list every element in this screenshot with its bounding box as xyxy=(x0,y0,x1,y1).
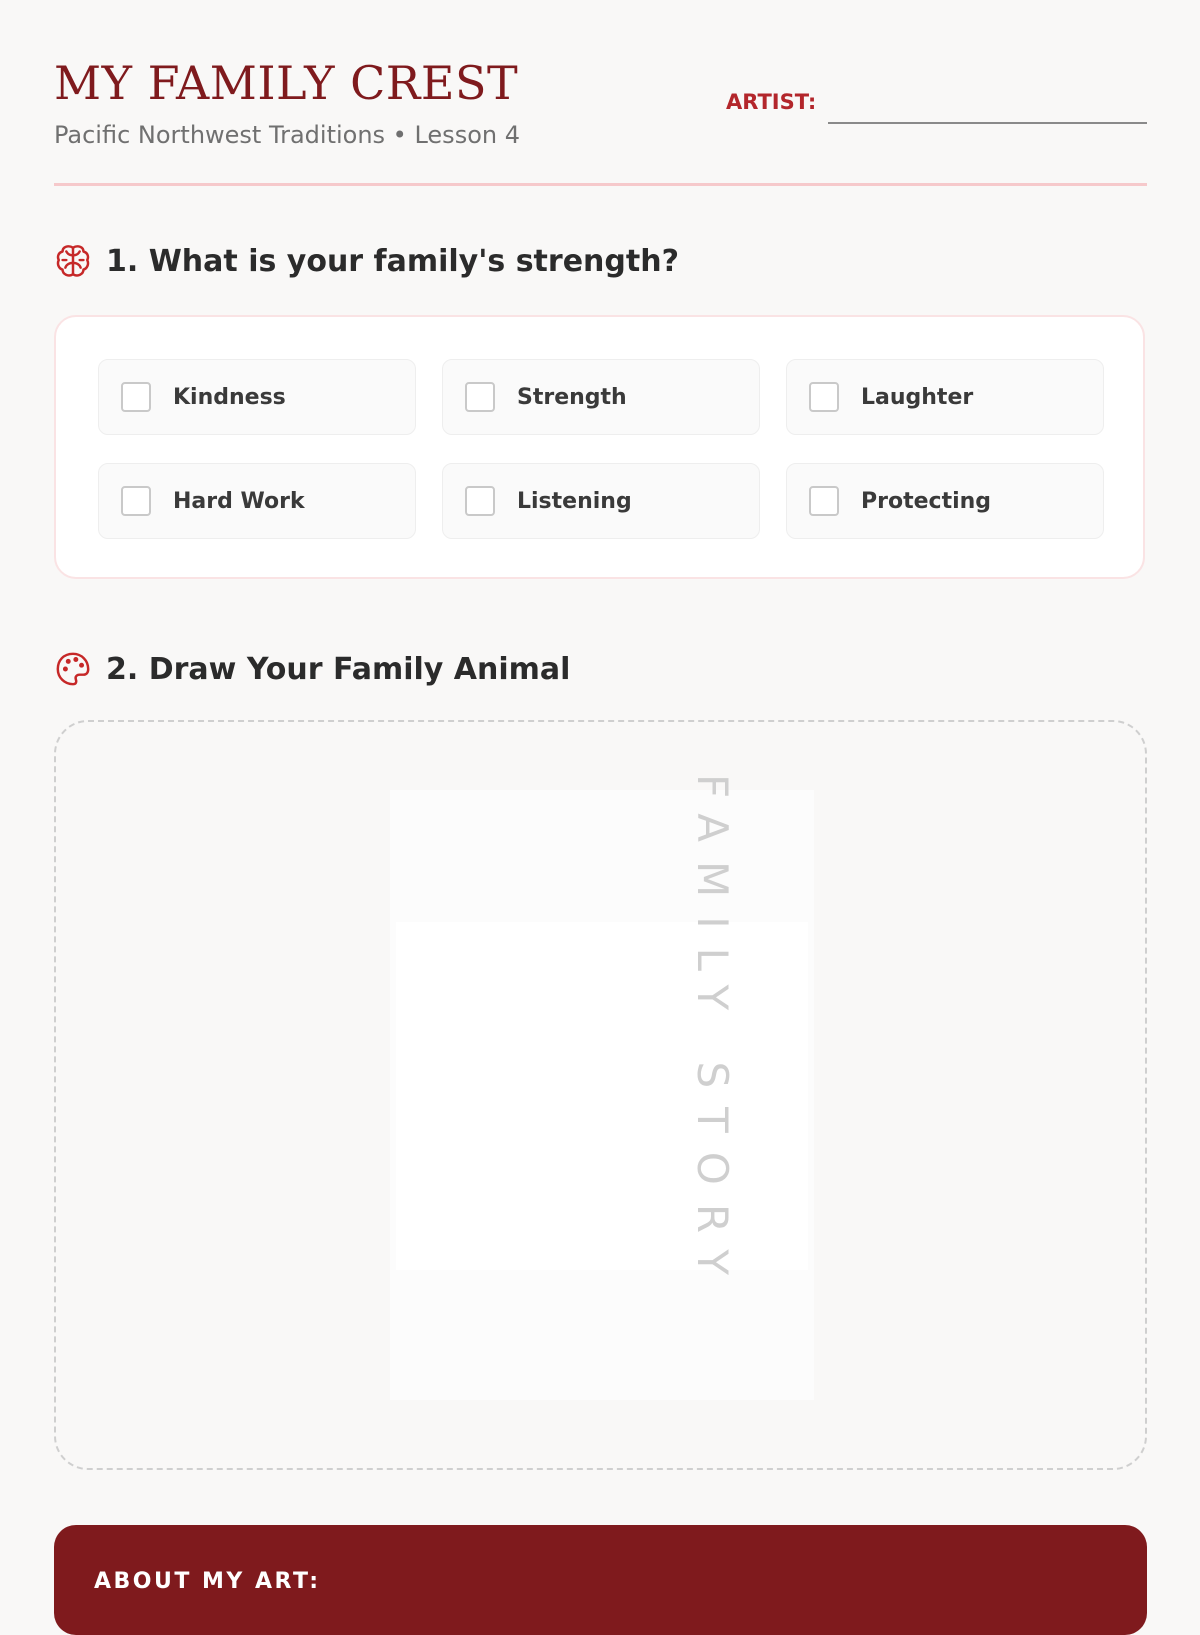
option-hard-work[interactable] xyxy=(98,463,416,539)
option-label: Laughter xyxy=(861,384,974,410)
protecting-checkbox[interactable] xyxy=(809,486,839,516)
about-my-art-label: ABOUT MY ART: xyxy=(94,1569,321,1594)
option-label: Kindness xyxy=(173,384,286,410)
option-label: Listening xyxy=(517,488,632,514)
artist-name-field[interactable] xyxy=(828,122,1147,124)
option-strength[interactable] xyxy=(442,359,760,435)
drawing-area[interactable] xyxy=(54,720,1147,1470)
totem-middle-panel xyxy=(396,922,808,1270)
brain-icon xyxy=(54,242,92,280)
section-draw-header xyxy=(54,650,570,688)
strength-options-card xyxy=(54,315,1145,579)
page-subtitle: Pacific Northwest Traditions • Lesson 4 xyxy=(54,121,520,149)
section-strength-header xyxy=(54,242,679,280)
palette-icon xyxy=(54,650,92,688)
option-protecting[interactable] xyxy=(786,463,1104,539)
strength-checkbox[interactable] xyxy=(465,382,495,412)
laughter-checkbox[interactable] xyxy=(809,382,839,412)
option-laughter[interactable] xyxy=(786,359,1104,435)
option-label: Strength xyxy=(517,384,627,410)
hard-work-checkbox[interactable] xyxy=(121,486,151,516)
section-draw-title: 2. Draw Your Family Animal xyxy=(106,651,571,687)
listening-checkbox[interactable] xyxy=(465,486,495,516)
option-listening[interactable] xyxy=(442,463,760,539)
about-my-art-panel xyxy=(54,1525,1147,1635)
section-strength-title: 1. What is your family's strength? xyxy=(106,243,679,279)
header-divider xyxy=(54,183,1147,186)
option-label: Protecting xyxy=(861,488,992,514)
artist-label: ARTIST: xyxy=(726,90,817,114)
kindness-checkbox[interactable] xyxy=(121,382,151,412)
page-title: MY FAMILY CREST xyxy=(54,56,519,110)
option-label: Hard Work xyxy=(173,488,305,514)
totem-outline xyxy=(390,790,814,1400)
watermark-text: FAMILY STORY xyxy=(688,774,737,1295)
option-kindness[interactable] xyxy=(98,359,416,435)
